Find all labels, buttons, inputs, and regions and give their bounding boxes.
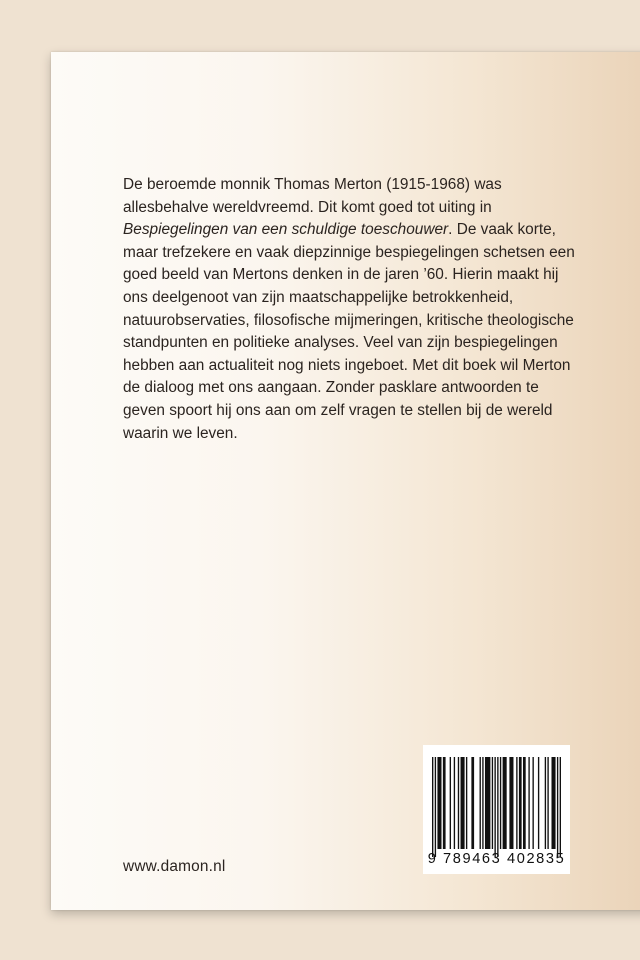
barcode-bar: [492, 757, 493, 849]
isbn-number: 9 789463 402835: [427, 851, 566, 867]
barcode-bar: [551, 757, 555, 849]
barcode-bar: [497, 757, 498, 857]
barcode-bar: [432, 757, 433, 857]
barcode-bar: [523, 757, 526, 849]
barcode-bar: [480, 757, 481, 849]
barcode-bar: [450, 757, 451, 849]
barcode-bar: [494, 757, 495, 857]
barcode-bar: [560, 757, 561, 857]
barcode-bar: [466, 757, 467, 849]
barcode-bar: [435, 757, 436, 857]
barcode-bar: [485, 757, 490, 849]
blurb-part-2: . De vaak korte, maar trefzekere en vaak diepzinnige bespiegelingen schetsen een goed beeld van Mertons denken in de jaren ’60. Hierin maakt hij ons deelgenoot van zijn maatschappelijke betrokkenheid, natuurobservaties, filosofische mijmeringen, kritische theologische standpunten en politieke analyses. Veel van zijn bespiegelingen hebben aan actualiteit nog niets ingeboet. Met dit boek wil Merton de dialoog met ons aangaan. Zonder pasklare antwoorden te geven spoort hij ons aan om zelf vragen te stellen bij de wereld waarin we leven.: [123, 221, 575, 442]
isbn-barcode: [423, 745, 570, 874]
barcode-bar: [538, 757, 539, 849]
barcode-bar: [528, 757, 529, 849]
barcode-bar: [437, 757, 441, 849]
barcode-bar: [545, 757, 546, 849]
barcode-bar: [471, 757, 474, 849]
barcode-bar: [443, 757, 446, 849]
barcode-bar: [500, 757, 501, 849]
barcode-bar: [557, 757, 558, 857]
publisher-url: www.damon.nl: [123, 858, 226, 875]
barcode-bar: [458, 757, 459, 849]
barcode-bars: [432, 757, 561, 857]
barcode-bar: [547, 757, 548, 849]
barcode-bar: [519, 757, 522, 849]
barcode-bar: [461, 757, 465, 849]
barcode-bar: [454, 757, 455, 849]
book-title-italic: Bespiegelingen van een schuldige toeschouwer: [123, 221, 449, 239]
barcode-bar: [516, 757, 517, 849]
barcode-bar: [482, 757, 483, 849]
barcode-bar: [509, 757, 513, 849]
blurb-text: [123, 174, 585, 445]
barcode-bar: [503, 757, 507, 849]
blurb-part-1: De beroemde monnik Thomas Merton (1915-1968) was allesbehalve wereldvreemd. Dit komt goed tot uiting in: [123, 176, 502, 216]
barcode-bar: [532, 757, 533, 849]
